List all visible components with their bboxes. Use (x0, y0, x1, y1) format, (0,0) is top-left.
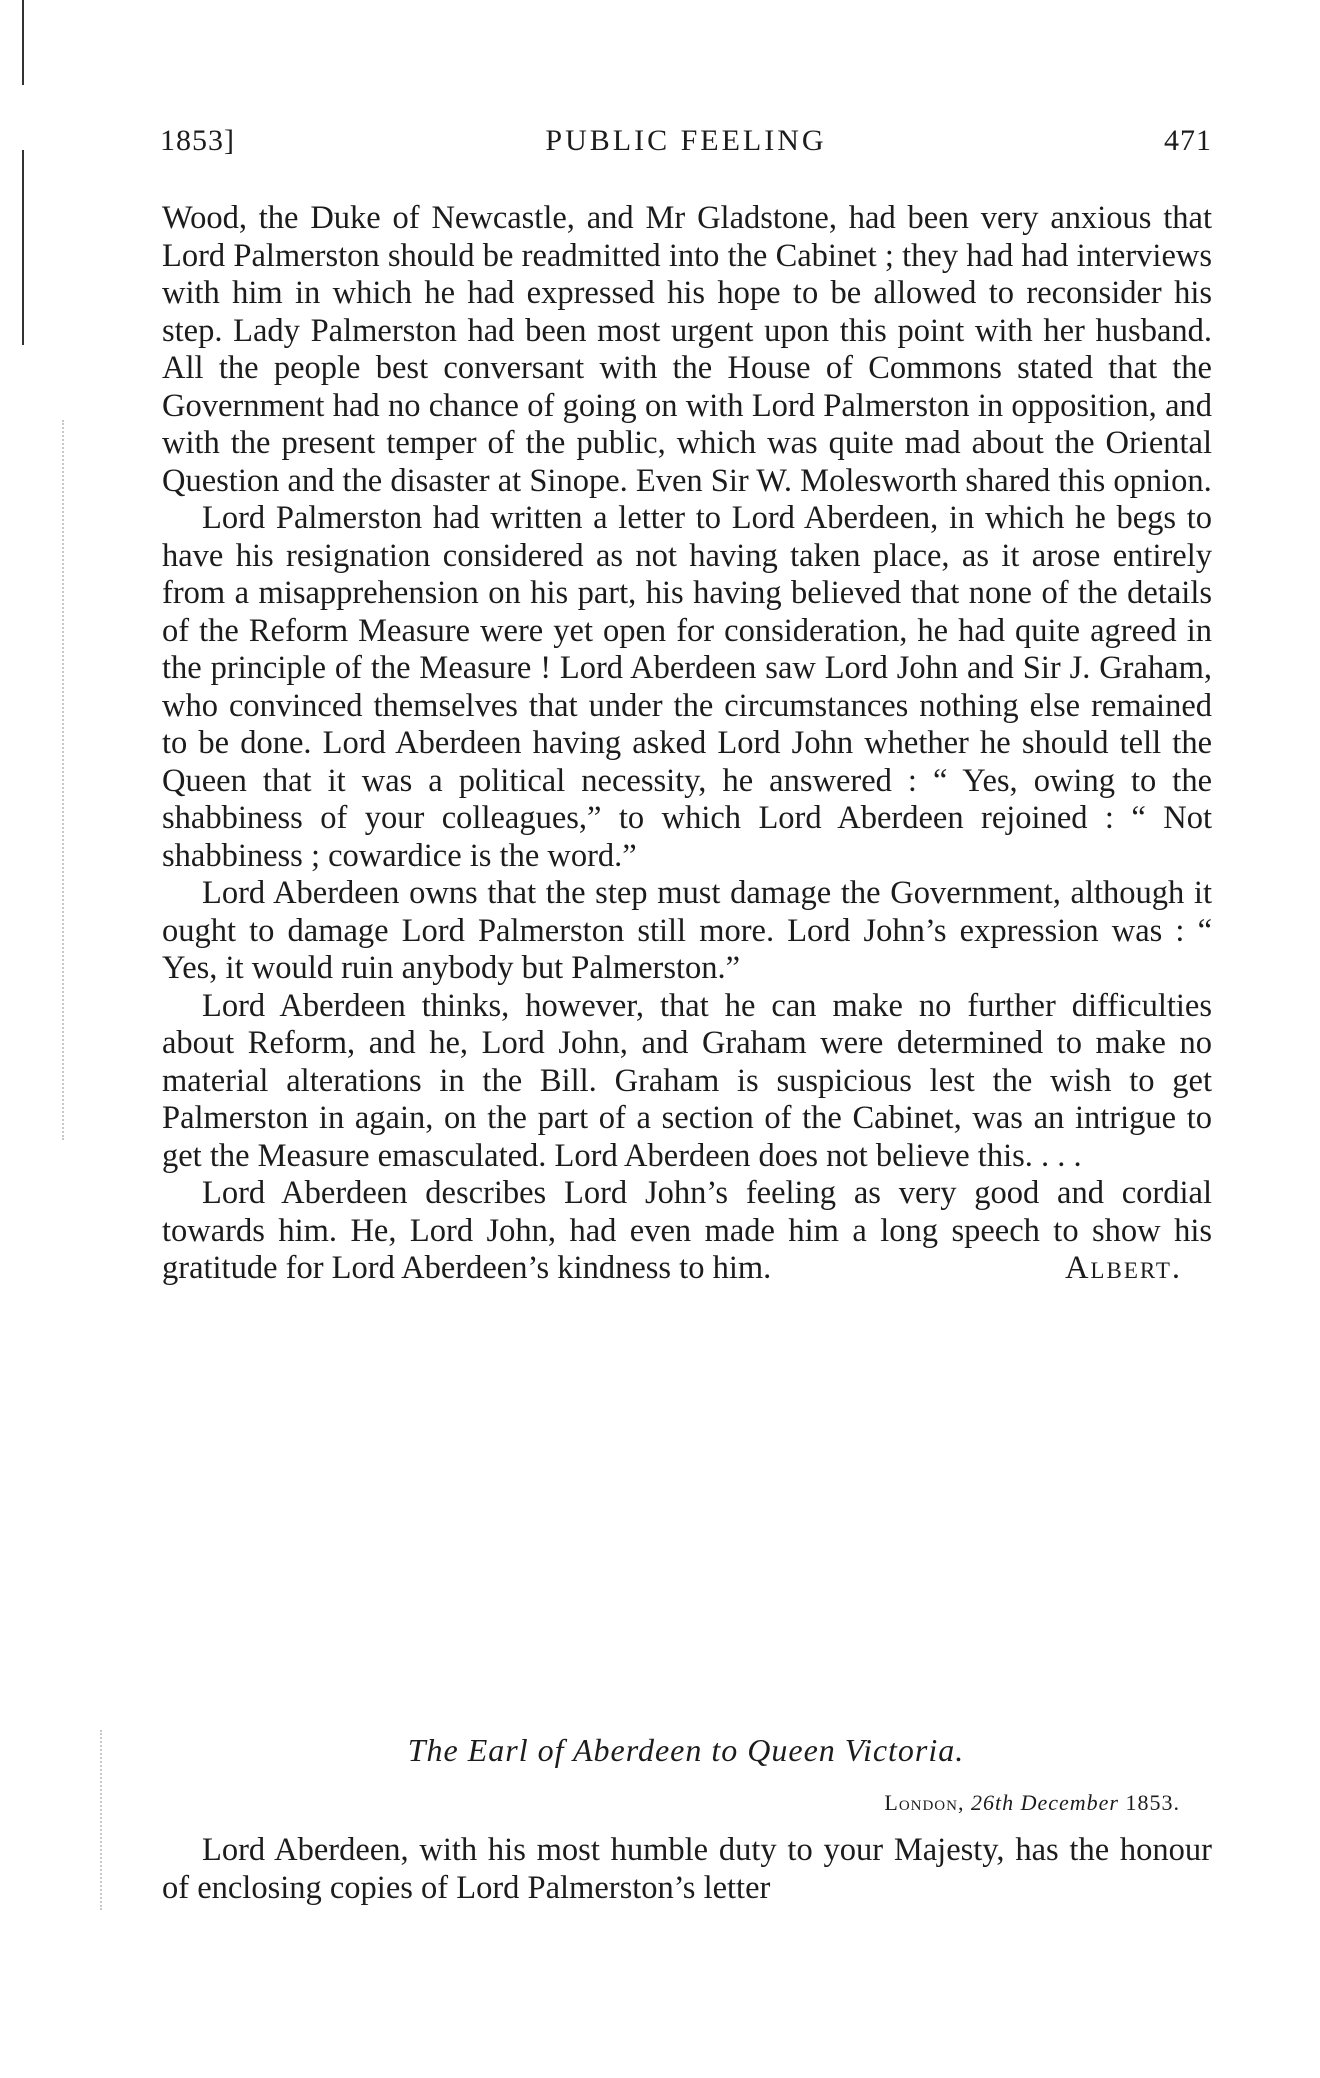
paragraph-5: Lord Aberdeen describes Lord John’s feeling as very good and cordial towards him. He, Lord John, had even made him a long speech to show his gratitude for Lord Aberdeen’s kindness to him. (162, 1175, 1212, 1286)
running-header (160, 124, 1212, 168)
paragraph-2: Lord Palmerston had written a letter to Lord Aberdeen, in which he begs to have his resignation considered as not having taken place, as it arose entirely from a misapprehension on his part, his having believed that none of the details of the Reform Measure were yet open for consideration, he had quite agreed in the principle of the Measure ! Lord Aberdeen saw Lord John and Sir J. Graham, who convinced themselves that under the circumstances nothing else remained to be done. Lord Aberdeen having asked Lord John whether he should tell the Queen that it was a political necessity, he answered : “ Yes, owing to the shabbiness of your colleagues,” to which Lord Aberdeen rejoined : “ Not shabbiness ; cowardice is the word.” (162, 500, 1212, 874)
letter-body (162, 1832, 1212, 1907)
paragraph-3: Lord Aberdeen owns that the step must damage the Government, although it ought to damage Lord Palmerston still more. Lord John’s expression was : “ Yes, it would ruin anybody but Palmerston.” (162, 875, 1212, 986)
dateline-year: 1853. (1125, 1790, 1180, 1815)
header-year: 1853] (160, 124, 235, 157)
dateline (160, 1790, 1180, 1816)
letter-title: The Earl of Aberdeen to Queen Victoria. (407, 1732, 965, 1768)
scan-speckle-column (62, 420, 70, 1140)
paragraph-1: Wood, the Duke of Newcastle, and Mr Gladstone, had been very anxious that Lord Palmerston should be readmitted into the Cabinet ; they had had interviews with him in which he had expressed his hope to be allowed to reconsider his step. Lady Palmerston had been most urgent upon this point with her husband. All the people best conversant with the House of Commons stated that the Government had no chance of going on with Lord Palmerston in opposition, and with the present temper of the public, which was quite mad about the Oriental Question and the disaster at Sinope. Even Sir W. Molesworth shared this opnion. (162, 200, 1212, 499)
dateline-place: London, (884, 1790, 965, 1815)
letter-opening: Lord Aberdeen, with his most humble duty to your Majesty, has the honour of enclosing copies of Lord Palmerston’s letter (162, 1832, 1212, 1906)
page-number: 471 (1164, 124, 1212, 157)
paragraph-4: Lord Aberdeen thinks, however, that he can make no further difficulties about Reform, and he, Lord John, and Graham were determined to make no material alterations in the Bill. Graham is suspicious lest the wish to get Palmerston in again, on the part of a section of the Cabinet, was an intrigue to get the Measure emasculated. Lord Aberdeen does not believe this. . . . (162, 987, 1212, 1174)
dateline-date: 26th December (970, 1790, 1119, 1815)
scan-edge-line-top (22, 0, 24, 85)
scan-edge-line-middle (22, 150, 24, 345)
scan-speckle-column-lower (100, 1730, 108, 1910)
main-text (162, 200, 1212, 1288)
signature: Albert. (1064, 1250, 1182, 1286)
header-title: PUBLIC FEELING (545, 124, 827, 157)
